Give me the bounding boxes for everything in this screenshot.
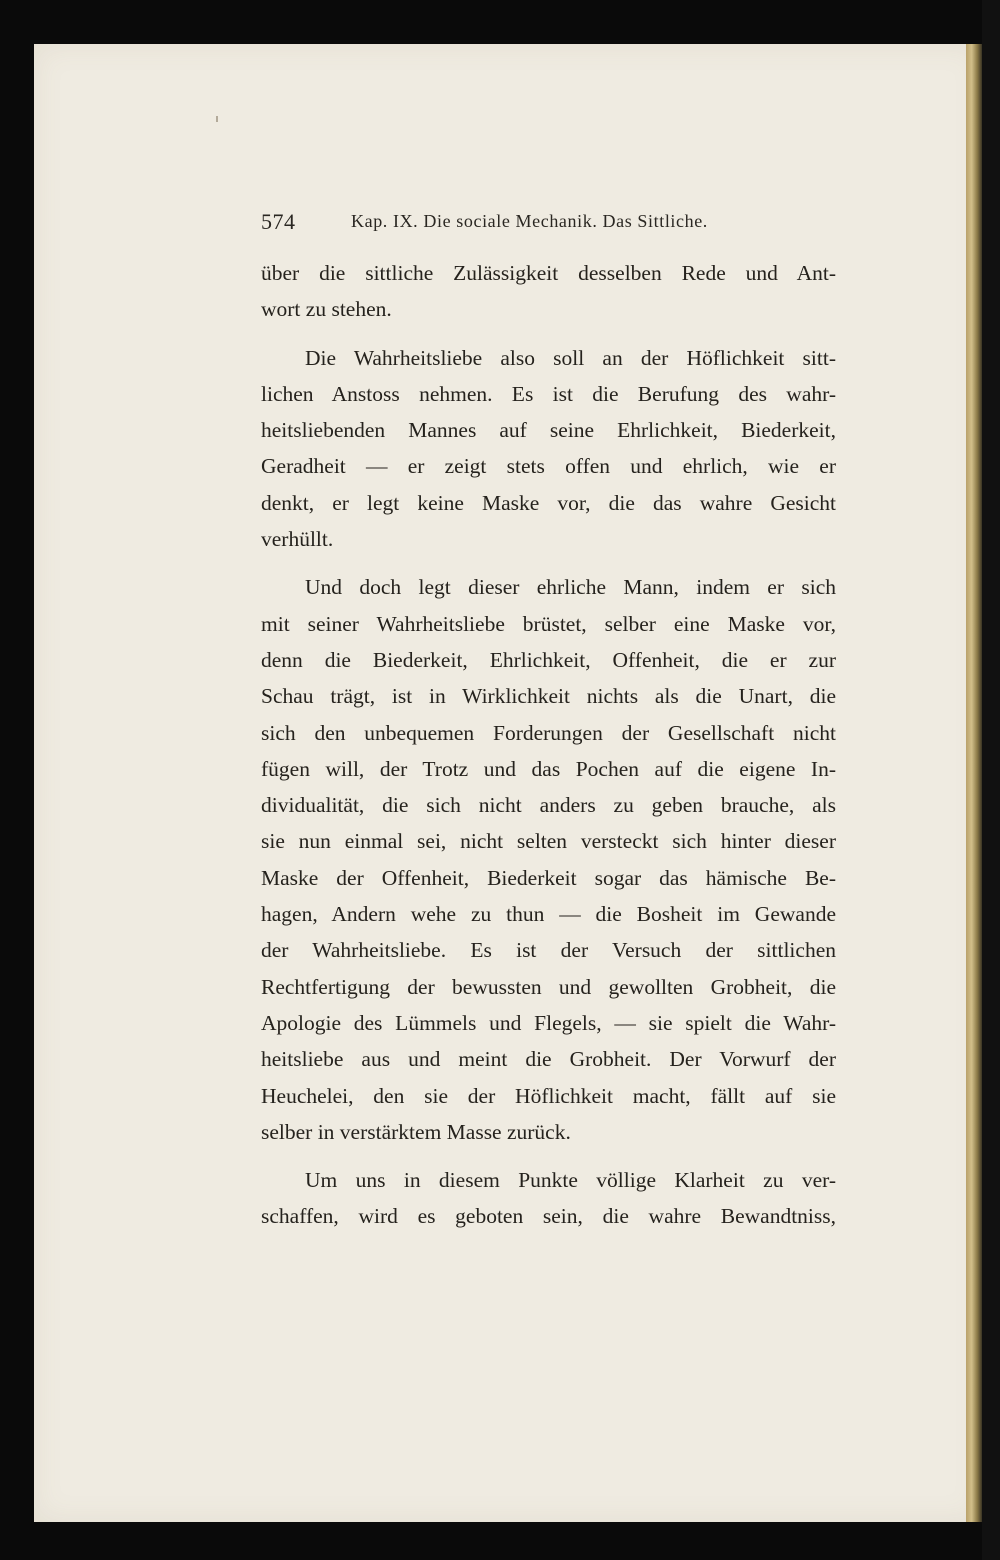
text-line: denn die Biederkeit, Ehrlichkeit, Offenheit, die er zur <box>261 647 836 672</box>
text-line: heitsliebe aus und meint die Grobheit. Der Vorwurf der <box>261 1047 836 1072</box>
text-line: lichen Anstoss nehmen. Es ist die Berufung des wahr- <box>261 381 836 406</box>
text-line: selber in verstärktem Masse zurück. <box>261 1119 571 1144</box>
text-line: Rechtfertigung der bewussten und gewollten Grobheit, die <box>261 974 836 999</box>
page-header <box>261 209 841 239</box>
text-line: verhüllt. <box>261 527 334 552</box>
text-line: sie nun einmal sei, nicht selten versteckt sich hinter dieser <box>261 829 836 854</box>
text-line: Schau trägt, ist in Wirklichkeit nichts als die Unart, die <box>261 684 836 709</box>
text-line: Geradheit — er zeigt stets offen und ehrlich, wie er <box>261 454 836 479</box>
text-line: dividualität, die sich nicht anders zu geben brauche, als <box>261 793 836 818</box>
text-line: Apologie des Lümmels und Flegels, — sie spielt die Wahr- <box>261 1010 836 1035</box>
text-line: heitsliebenden Mannes auf seine Ehrlichkeit, Biederkeit, <box>261 418 836 443</box>
running-head: Kap. IX. Die sociale Mechanik. Das Sittliche. <box>351 211 708 231</box>
text-line: mit seiner Wahrheitsliebe brüstet, selber eine Maske vor, <box>261 611 836 636</box>
body-text <box>261 255 836 1235</box>
page-number: 574 <box>261 209 296 234</box>
text-line: über die sittliche Zulässigkeit desselben Rede und Ant- <box>261 261 836 285</box>
page-edge <box>966 44 982 1522</box>
text-line: Heuchelei, den sie der Höflichkeit macht, fällt auf sie <box>261 1083 836 1108</box>
text-line: Die Wahrheitsliebe also soll an der Höflichkeit sitt- <box>305 345 836 370</box>
text-line: schaffen, wird es geboten sein, die wahre Bewandtniss, <box>261 1204 836 1229</box>
text-line: hagen, Andern wehe zu thun — die Bosheit im Gewande <box>261 902 836 927</box>
text-line: Maske der Offenheit, Biederkeit sogar das hämische Be- <box>261 865 836 890</box>
paper-blemish <box>216 116 218 122</box>
scan-border <box>982 0 1000 1560</box>
text-line: Und doch legt dieser ehrliche Mann, indem er sich <box>305 575 836 600</box>
text-line: sich den unbequemen Forderungen der Gesellschaft nicht <box>261 720 836 745</box>
text-line: fügen will, der Trotz und das Pochen auf die eigene In- <box>261 756 836 781</box>
text-line: Um uns in diesem Punkte völlige Klarheit zu ver- <box>305 1168 836 1193</box>
text-line: wort zu stehen. <box>261 297 392 322</box>
text-line: der Wahrheitsliebe. Es ist der Versuch der sittlichen <box>261 938 836 963</box>
text-line: denkt, er legt keine Maske vor, die das wahre Gesicht <box>261 490 836 515</box>
